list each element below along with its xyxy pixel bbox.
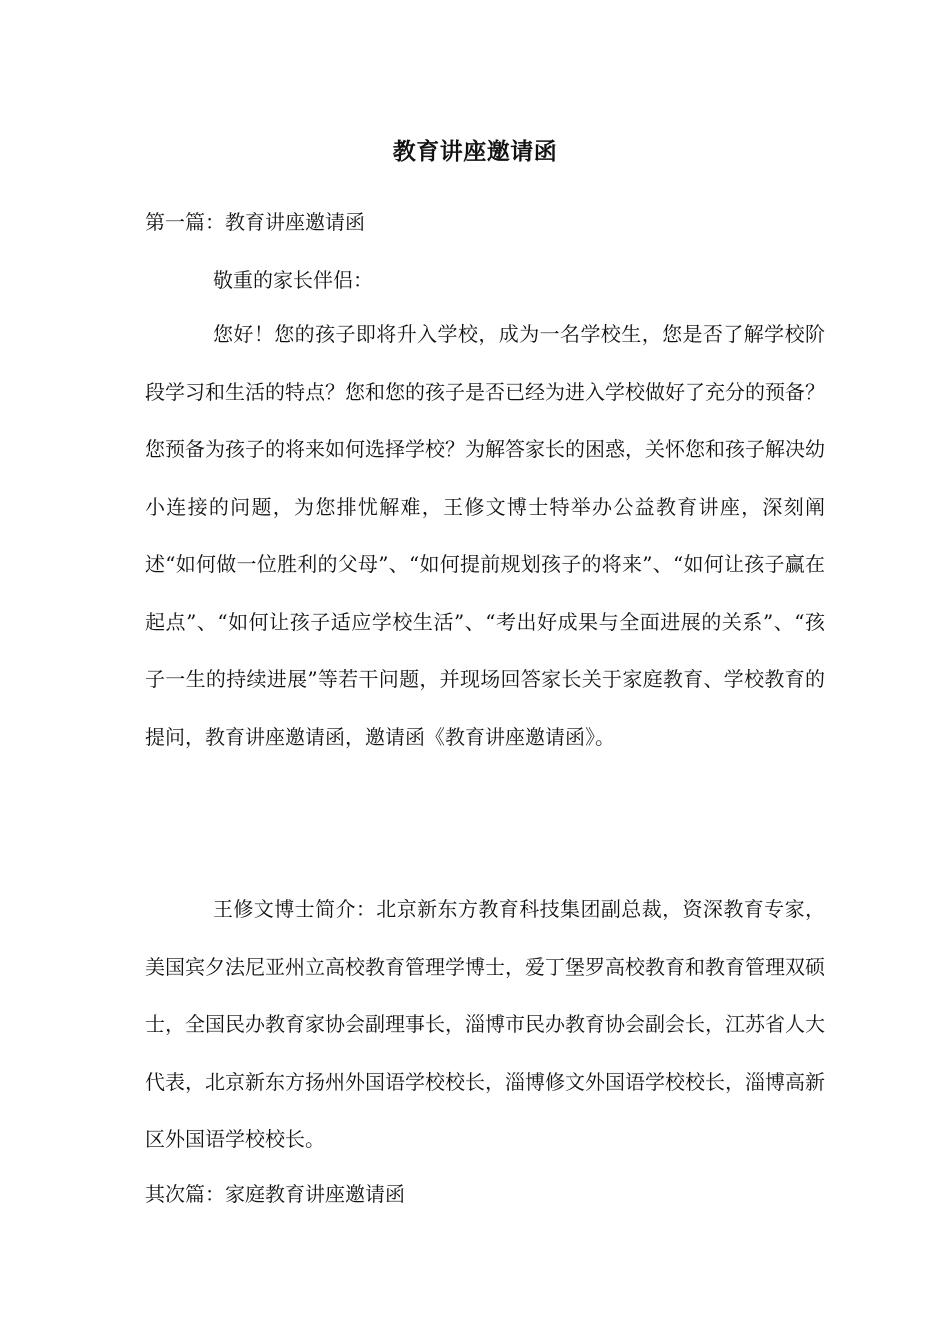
section-2-heading: 其次篇：家庭教育讲座邀请函 — [145, 1182, 405, 1206]
document-title: 教育讲座邀请函 — [392, 138, 558, 165]
salutation: 敬重的家长伴侣： — [213, 268, 373, 292]
section-1-heading: 第一篇：教育讲座邀请函 — [145, 210, 365, 234]
paragraph-intro: 您好！您的孩子即将升入学校，成为一名学校生，您是否了解学校阶段学习和生活的特点？您和您的孩子是否已经为进入学校做好了充分的预备？您预备为孩子的将来如何选择学校？为解答家长的困惑，关怀您和孩子解决幼小连接的问题，为您排忧解难，王修文博士特举办公益教育讲座，深刻阐述“如何做一位胜利的父母”、“如何提前规划孩子的将来”、“如何让孩子赢在起点”、“如何让孩子适应学校生活”、“考出好成果与全面进展的关系”、“孩子一生的持续进展”等若干问题，并现场回答家长关于家庭教育、学校教育的提问，教育讲座邀请函，邀请函《教育讲座邀请函》。 — [145, 322, 825, 749]
paragraph-speaker-bio: 王修文博士简介：北京新东方教育科技集团副总裁，资深教育专家，美国宾夕法尼亚州立高校教育管理学博士，爱丁堡罗高校教育和教育管理双硕士，全国民办教育家协会副理事长，淄博市民办教育协会副会长，江苏省人大代表，北京新东方扬州外国语学校校长，淄博修文外国语学校校长，淄博高新区外国语学校校长。 — [145, 897, 825, 1151]
